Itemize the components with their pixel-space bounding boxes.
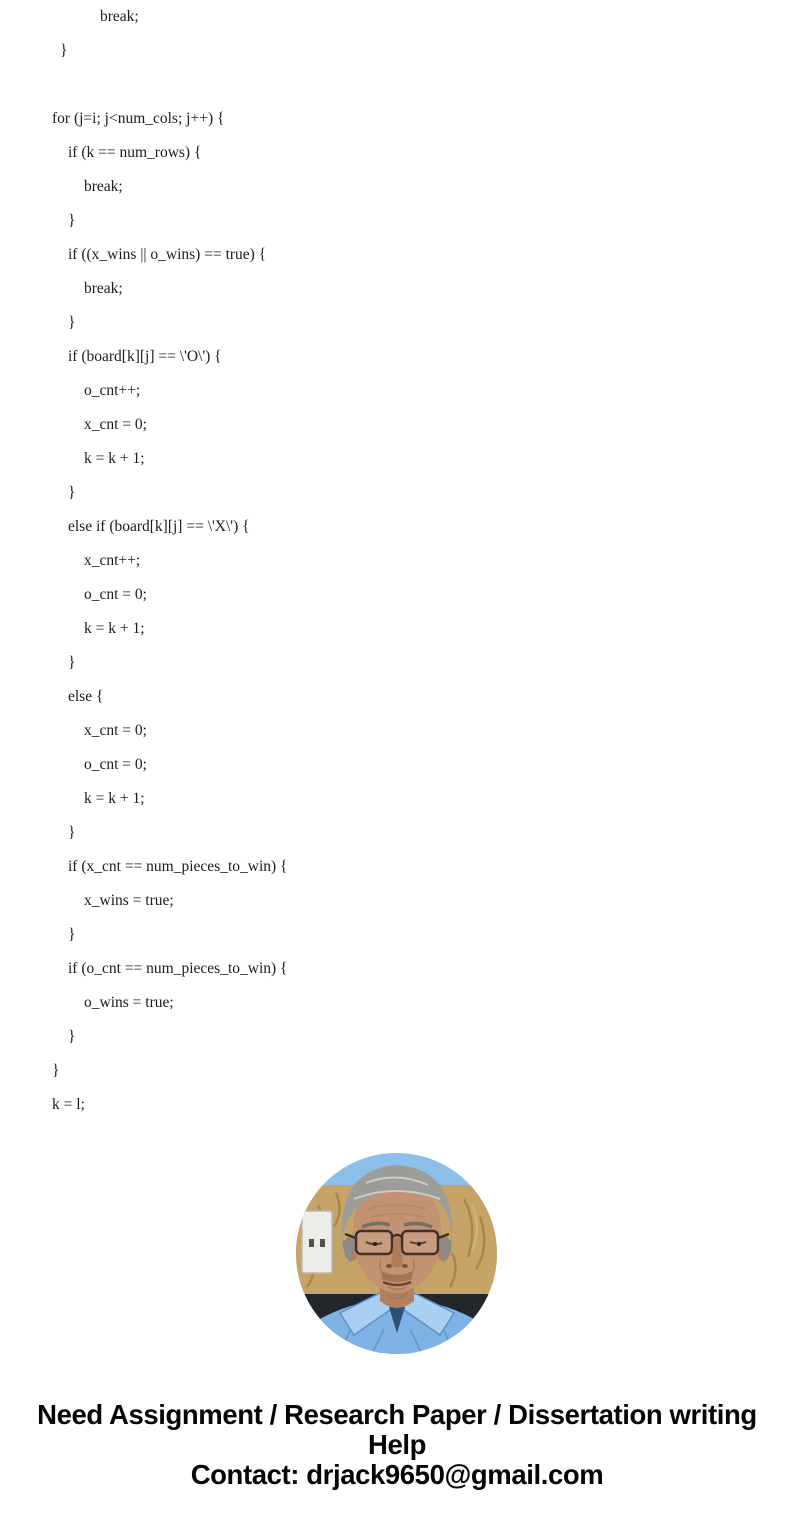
code-line: o_wins = true; bbox=[84, 994, 174, 1011]
code-line: break; bbox=[84, 178, 123, 195]
code-line: break; bbox=[84, 280, 123, 297]
footer-heading: Need Assignment / Research Paper / Dissertation writing Help bbox=[37, 1399, 757, 1460]
avatar-switch-panel bbox=[302, 1211, 332, 1273]
code-line: } bbox=[68, 314, 76, 331]
code-line: if ((x_wins || o_wins) == true) { bbox=[68, 246, 267, 263]
code-line: x_wins = true; bbox=[84, 892, 174, 909]
code-line: if (x_cnt == num_pieces_to_win) { bbox=[68, 858, 288, 875]
code-line: break; bbox=[100, 8, 139, 25]
code-line: } bbox=[60, 42, 68, 59]
code-line: x_cnt = 0; bbox=[84, 722, 147, 739]
code-line: o_cnt++; bbox=[84, 382, 141, 399]
code-line: o_cnt = 0; bbox=[84, 756, 147, 773]
code-line: o_cnt = 0; bbox=[84, 586, 147, 603]
code-line: } bbox=[68, 1028, 76, 1045]
code-line: k = l; bbox=[52, 1096, 85, 1113]
presenter-avatar bbox=[296, 1153, 497, 1354]
code-line: } bbox=[52, 1062, 60, 1079]
code-line: k = k + 1; bbox=[84, 620, 145, 637]
code-line: if (k == num_rows) { bbox=[68, 144, 202, 161]
code-line: else if (board[k][j] == \'X\') { bbox=[68, 518, 250, 535]
presenter-photo-illustration bbox=[296, 1153, 497, 1354]
code-line: k = k + 1; bbox=[84, 450, 145, 467]
code-line: } bbox=[68, 654, 76, 671]
code-line: if (o_cnt == num_pieces_to_win) { bbox=[68, 960, 288, 977]
code-line: x_cnt++; bbox=[84, 552, 141, 569]
code-line: } bbox=[68, 484, 76, 501]
footer-contact-email: Contact: drjack9650@gmail.com bbox=[190, 1459, 604, 1490]
code-line: for (j=i; j<num_cols; j++) { bbox=[52, 110, 225, 127]
code-line: } bbox=[68, 926, 76, 943]
code-line: } bbox=[68, 824, 76, 841]
code-line: } bbox=[68, 212, 76, 229]
footer-ad bbox=[0, 1400, 794, 1490]
code-line: if (board[k][j] == \'O\') { bbox=[68, 348, 222, 365]
code-line: k = k + 1; bbox=[84, 790, 145, 807]
code-line bbox=[0, 68, 794, 102]
code-line: else { bbox=[68, 688, 104, 705]
code-line: x_cnt = 0; bbox=[84, 416, 147, 433]
